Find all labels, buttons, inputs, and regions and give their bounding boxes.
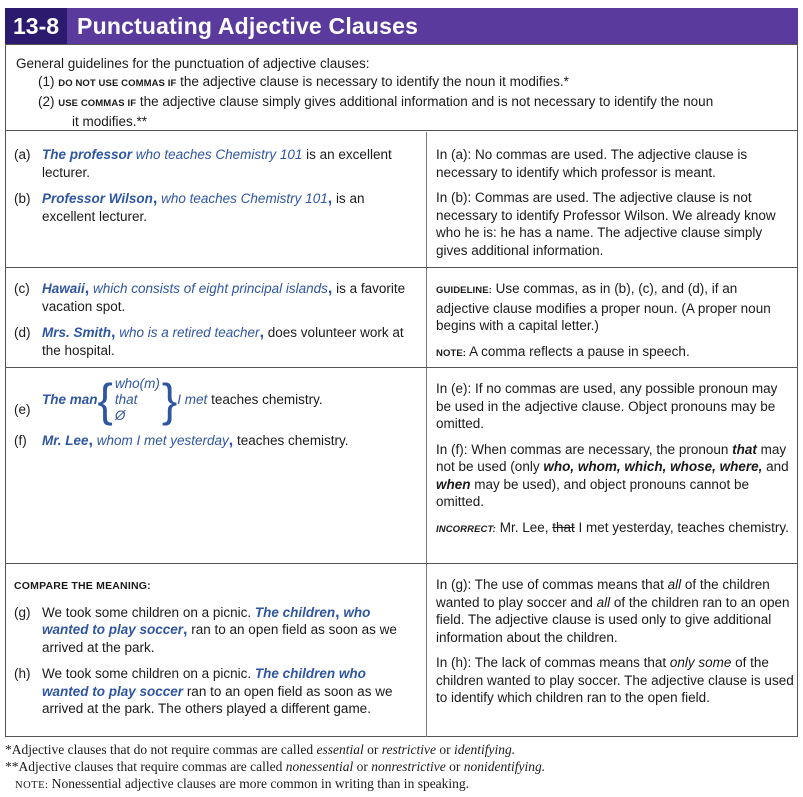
example-g-rest: ran to an open field as soon as we arrived at the park. xyxy=(42,622,397,655)
comma-mark: , xyxy=(327,280,333,297)
example-b-rest: is an excellent lecturer. xyxy=(42,191,365,224)
example-b xyxy=(14,190,414,225)
explanations-cd xyxy=(436,280,794,370)
footnote-2-text: **Adjective clauses that require commas are called xyxy=(5,759,283,774)
explanation-f xyxy=(436,441,794,511)
example-g-pre: We took some children on a picnic. xyxy=(42,604,252,620)
explanation-f-text1: In (f): When commas are necessary, the pronoun xyxy=(436,441,729,457)
incorrect-caps: INCORRECT: xyxy=(436,523,496,535)
guideline-caps: GUIDELINE: xyxy=(436,285,492,296)
guideline-2-num: (2) xyxy=(38,94,55,109)
example-h-rest: ran to an open field as soon as we arrived at the park. The others played a different game. xyxy=(42,683,393,716)
incorrect-example xyxy=(436,519,794,539)
note-text: A comma reflects a pause in speech. xyxy=(469,343,690,359)
incorrect-struck-that: that xyxy=(552,519,575,535)
footnote-2-or2: or xyxy=(449,759,461,774)
example-a xyxy=(14,146,414,181)
choice-whom: who(m) xyxy=(114,376,160,391)
example-e-subject: The man xyxy=(42,392,98,408)
term-restrictive: restrictive xyxy=(381,742,436,757)
explanation-f-text2: may not be used (only xyxy=(436,441,787,474)
example-a-label: (a) xyxy=(14,147,31,162)
example-c xyxy=(14,280,414,315)
comma-mark: , xyxy=(327,190,333,207)
guideline-2 xyxy=(16,93,787,113)
guideline-2-cont: it modifies.** xyxy=(72,114,148,129)
example-h-label: (h) xyxy=(14,666,31,681)
comma-mark: , xyxy=(183,621,188,638)
example-d xyxy=(14,324,414,359)
examples-ef xyxy=(14,376,414,459)
footnotes xyxy=(5,741,545,794)
compare-heading: COMPARE THE MEANING: xyxy=(14,580,151,592)
pause-note xyxy=(436,343,794,363)
example-g-label: (g) xyxy=(14,604,31,620)
guideline-2-caps: USE COMMAS IF xyxy=(58,98,137,109)
examples-cd xyxy=(14,280,414,368)
footnote-1 xyxy=(5,741,545,758)
guideline-2-text: the adjective clause simply gives additional information and is not necessary to identify the noun xyxy=(139,94,714,109)
explanation-e: In (e): If no commas are used, any possible pronoun may be used in the adjective clause. Object pronouns may be omitted. xyxy=(436,381,778,431)
row-gh xyxy=(6,564,797,737)
example-c-rest: is a favorite vacation spot. xyxy=(42,281,406,314)
example-d-clause: who is a retired teacher xyxy=(119,325,260,340)
footnote-1-or2: or xyxy=(439,742,451,757)
chart-title: Punctuating Adjective Clauses xyxy=(77,12,419,39)
footnote-1-text: *Adjective clauses that do not require commas are called xyxy=(5,742,314,757)
incorrect-part1: Mr. Lee, xyxy=(499,519,549,535)
example-a-subject: The professor xyxy=(42,147,133,162)
explanation-f-when: when xyxy=(436,476,471,492)
explanation-g-all1: all xyxy=(667,577,682,592)
explanations-gh xyxy=(436,576,794,715)
choice-empty: Ø xyxy=(114,408,126,423)
explanation-g xyxy=(436,576,794,646)
explanation-g-text2: of the children wanted to play soccer and xyxy=(436,577,770,610)
term-essential: essential xyxy=(316,742,364,757)
explanation-h-text2: of the children wanted to play soccer. The adjective clause is used to identify which children ran to the open field. xyxy=(436,655,794,705)
explanation-g-text3: of the children ran to an open field. The adjective clause is used only to give additional information about the children. xyxy=(436,594,790,645)
footnote-2-or1: or xyxy=(356,759,368,774)
example-e-rest: teaches chemistry. xyxy=(211,392,323,408)
comma-mark: , xyxy=(228,432,234,449)
guidelines-intro: General guidelines for the punctuation of adjective clauses: xyxy=(16,56,370,71)
explanation-f-pronouns: who, whom, which, whose, where, xyxy=(543,459,763,474)
example-a-rest: is an excellent lecturer. xyxy=(42,147,392,180)
comma-mark: , xyxy=(259,324,265,341)
footnote-note xyxy=(5,775,545,794)
choice-that: that xyxy=(114,392,138,407)
explanations-ab xyxy=(436,146,794,267)
chart-header xyxy=(5,8,798,44)
example-d-rest: does volunteer work at the hospital. xyxy=(42,325,404,358)
example-b-label: (b) xyxy=(14,191,31,206)
example-d-subject: Mrs. Smith xyxy=(42,325,112,340)
term-identifying: identifying. xyxy=(454,742,516,757)
comma-mark: , xyxy=(84,280,90,297)
example-c-clause: which consists of eight principal islands xyxy=(93,281,328,296)
explanation-h-text1: In (h): The lack of commas means that xyxy=(436,655,667,670)
example-c-subject: Hawaii xyxy=(42,281,85,296)
footnote-1-or1: or xyxy=(367,742,379,757)
guideline-1-text: the adjective clause is necessary to identify the noun it modifies.* xyxy=(180,74,569,89)
example-b-clause: who teaches Chemistry 101 xyxy=(161,191,328,206)
explanation-f-text4: may be used), and object pronouns cannot be omitted. xyxy=(436,476,749,509)
left-brace: { xyxy=(97,374,113,426)
examples-gh xyxy=(14,578,414,727)
explanation-f-text3: and xyxy=(766,459,789,474)
explanation-f-that: that xyxy=(732,441,757,457)
explanation-g-text1: In (g): The use of commas means that xyxy=(436,577,664,592)
example-g xyxy=(14,604,414,657)
example-c-label: (c) xyxy=(14,281,30,296)
explanations-ef xyxy=(436,380,794,546)
guideline-note xyxy=(436,280,794,335)
explanation-g-all2: all xyxy=(596,594,611,610)
example-f-clause: whom I met yesterday xyxy=(96,433,229,448)
row-cd xyxy=(6,268,797,368)
chart-box xyxy=(5,44,798,737)
example-f-label: (f) xyxy=(14,433,27,448)
guideline-text: Use commas, as in (b), (c), and (d), if an adjective clause modifies a proper noun. (A proper noun begins with a capital letter.) xyxy=(436,281,771,333)
explanation-a: In (a): No commas are used. The adjective clause is necessary to identify which professor is meant. xyxy=(436,147,748,180)
example-h-subject: The children who wanted to play soccer xyxy=(42,666,366,699)
term-nonrestrictive: nonrestrictive xyxy=(371,759,446,774)
explanation-h xyxy=(436,654,794,707)
term-nonessential: nonessential xyxy=(285,759,354,774)
comma-mark: , xyxy=(152,190,158,207)
example-f-subject: Mr. Lee xyxy=(42,433,89,448)
example-e-clause: I met xyxy=(177,392,208,408)
example-h-pre: We took some children on a picnic. xyxy=(42,666,252,681)
guideline-1-caps: DO NOT USE COMMAS IF xyxy=(58,78,177,89)
example-b-subject: Professor Wilson xyxy=(42,191,153,206)
explanation-b: In (b): Commas are used. The adjective clause is not necessary to identify Professor Wilson. We already know who he is: he has a name. The adjective clause simply gives additional information. xyxy=(436,190,776,258)
comma-mark: , xyxy=(335,603,340,621)
pronoun-choices xyxy=(98,376,178,424)
comma-mark: , xyxy=(88,432,93,449)
examples-ab xyxy=(14,146,414,234)
note-caps: NOTE: xyxy=(436,347,467,359)
footnote-note-text: Nonessential adjective clauses are more common in writing than in speaking. xyxy=(51,776,470,791)
guideline-1-num: (1) xyxy=(38,74,55,89)
example-f xyxy=(14,432,414,450)
row-ab xyxy=(6,132,797,268)
example-g-clause: who wanted to play soccer xyxy=(42,604,371,637)
example-f-rest: teaches chemistry. xyxy=(237,433,349,448)
example-e-label: (e) xyxy=(14,402,31,417)
chart-number: 13-8 xyxy=(5,8,67,44)
incorrect-part2: I met yesterday, teaches chemistry. xyxy=(578,519,789,535)
guideline-1 xyxy=(16,73,787,93)
footnote-2 xyxy=(5,758,545,775)
footnote-note-caps: NOTE: xyxy=(15,780,49,791)
right-brace: } xyxy=(161,374,178,426)
example-h xyxy=(14,665,414,718)
example-a-clause: who teaches Chemistry 101 xyxy=(135,147,303,162)
row-ef xyxy=(6,368,797,564)
term-nonidentifying: nonidentifying. xyxy=(463,759,546,774)
example-d-label: (d) xyxy=(14,325,31,340)
explanation-h-only-some: only some xyxy=(669,655,732,670)
general-guidelines xyxy=(6,45,797,131)
example-e xyxy=(14,376,414,424)
example-g-subject: The children xyxy=(254,604,336,620)
comma-mark: , xyxy=(111,324,116,341)
